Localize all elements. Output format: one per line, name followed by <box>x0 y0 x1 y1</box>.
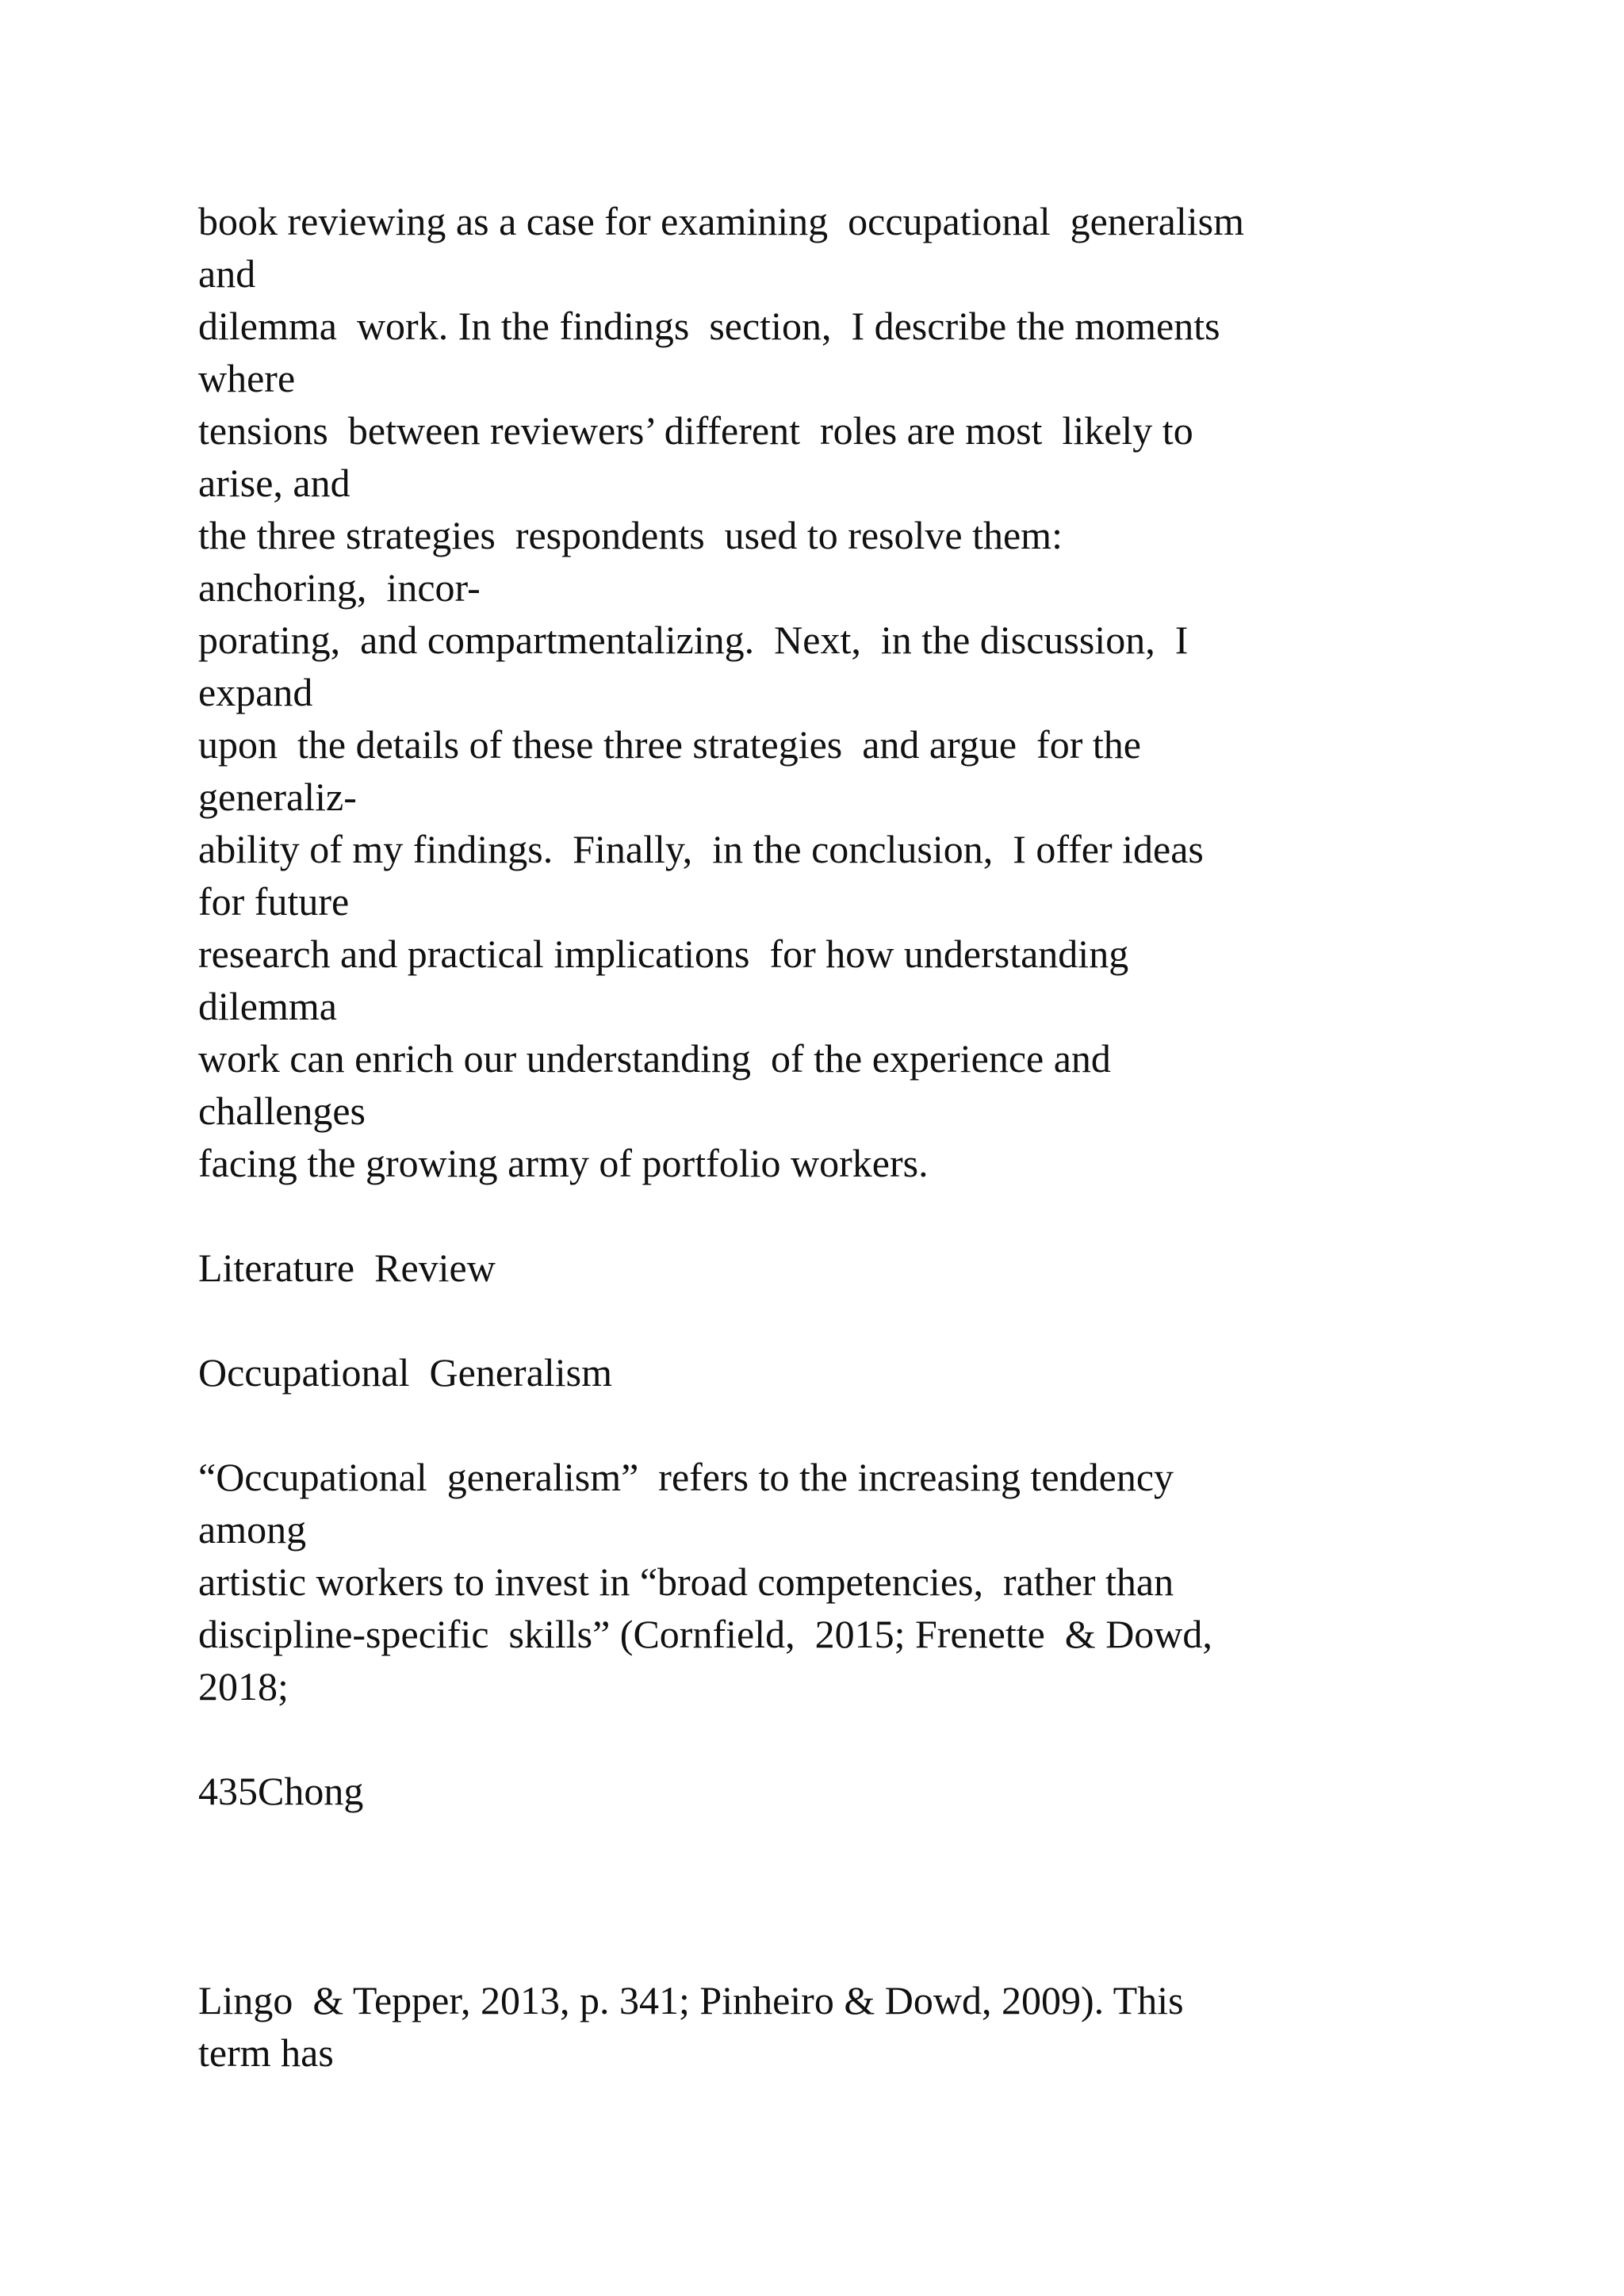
paragraph-intro-line: dilemma <box>198 984 337 1028</box>
paragraph-intro-line: the three strategies respondents used to resolve them: <box>198 513 1063 557</box>
paragraph-continuation-line: term has <box>198 2030 334 2075</box>
paragraph-generalism-line: discipline-specific skills” (Cornfield, 2015; Frenette & Dowd, <box>198 1612 1212 1656</box>
paragraph-intro-line: facing the growing army of portfolio workers. <box>198 1141 929 1185</box>
subsection-heading: Occupational Generalism <box>198 1350 613 1395</box>
paragraph-intro-line: for future <box>198 879 350 924</box>
paragraph-intro-line: challenges <box>198 1089 366 1133</box>
paragraph-intro-line: expand <box>198 670 313 714</box>
paragraph-intro-line: dilemma work. In the findings section, I describe the moments <box>198 304 1220 348</box>
paragraph-generalism-line: “Occupational generalism” refers to the increasing tendency <box>198 1455 1174 1499</box>
paragraph-generalism-line: 2018; <box>198 1664 289 1709</box>
paragraph-intro-line: ability of my findings. Finally, in the conclusion, I offer ideas <box>198 827 1204 871</box>
paragraph-intro-line: anchoring, incor- <box>198 565 481 610</box>
paragraph-intro-line: generaliz- <box>198 775 357 819</box>
paragraph-intro-line: upon the details of these three strategies and argue for the <box>198 722 1141 767</box>
section-heading: Literature Review <box>198 1246 496 1290</box>
paragraph-generalism-line: artistic workers to invest in “broad competencies, rather than <box>198 1559 1174 1604</box>
paragraph-generalism-line: among <box>198 1507 307 1552</box>
paragraph-intro-line: research and practical implications for how understanding <box>198 932 1129 976</box>
paragraph-continuation-line: Lingo & Tepper, 2013, p. 341; Pinheiro & Dowd, 2009). This <box>198 1978 1184 2022</box>
paragraph-intro-line: arise, and <box>198 461 350 505</box>
paragraph-intro-line: where <box>198 356 296 400</box>
page-footer: 435Chong <box>198 1769 364 1813</box>
paragraph-intro-line: tensions between reviewers’ different roles are most likely to <box>198 408 1193 453</box>
paragraph-intro-line: and <box>198 251 256 296</box>
paragraph-intro-line: work can enrich our understanding of the experience and <box>198 1036 1111 1081</box>
paragraph-intro-line: book reviewing as a case for examining occupational generalism <box>198 199 1244 243</box>
paragraph-intro-line: porating, and compartmentalizing. Next, in the discussion, I <box>198 618 1189 662</box>
